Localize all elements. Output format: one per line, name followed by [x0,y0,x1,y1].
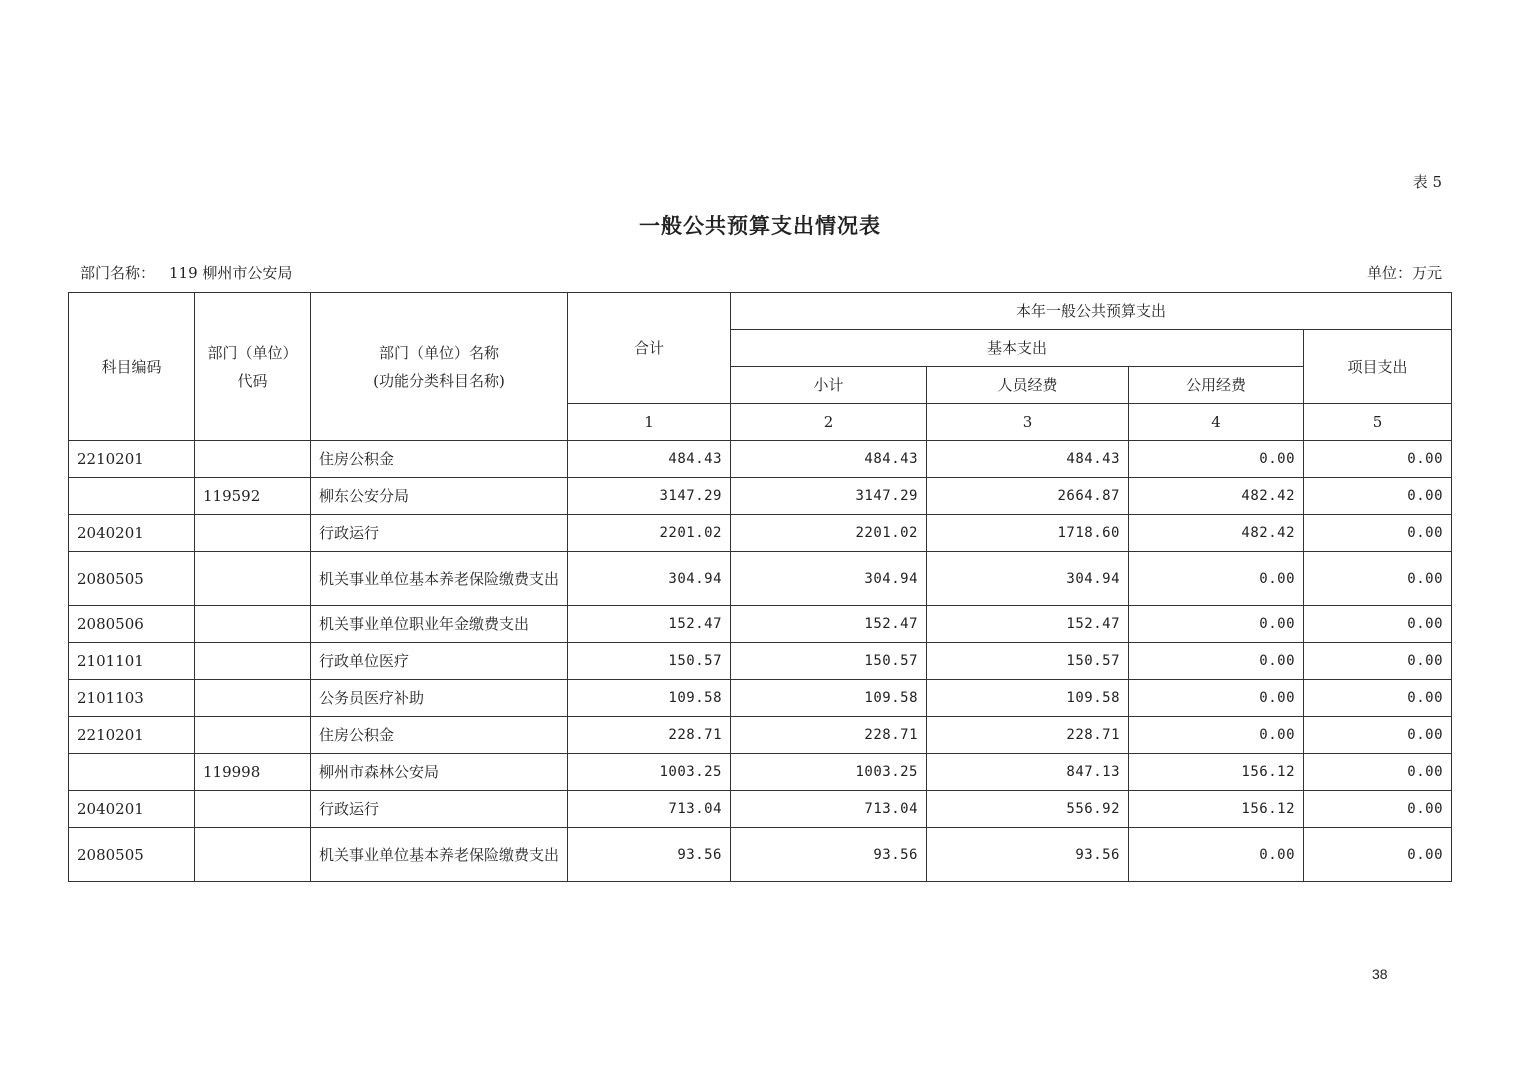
header-dept-name [311,293,568,441]
dept-code-cell: 119998 [195,754,311,791]
total-cell: 109.58 [568,680,731,717]
header-current-year: 本年一般公共预算支出 [731,293,1452,330]
personnel-cell: 152.47 [927,606,1129,643]
dept-name-cell: 公务员医疗补助 [311,680,568,717]
total-cell: 1003.25 [568,754,731,791]
header-dept-code [195,293,311,441]
personnel-cell: 847.13 [927,754,1129,791]
subtotal-cell: 484.43 [731,441,927,478]
project-cell: 0.00 [1304,552,1452,606]
dept-name-cell: 行政运行 [311,791,568,828]
table-row [69,441,1452,478]
dept-code-cell [195,791,311,828]
public-cell: 0.00 [1129,643,1304,680]
header-index-4: 4 [1129,404,1304,441]
total-cell: 152.47 [568,606,731,643]
public-cell: 0.00 [1129,552,1304,606]
header-index-3: 3 [927,404,1129,441]
dept-name-cell: 行政单位医疗 [311,643,568,680]
dept-name-cell: 住房公积金 [311,717,568,754]
total-cell: 150.57 [568,643,731,680]
project-cell: 0.00 [1304,754,1452,791]
header-project: 项目支出 [1304,330,1452,404]
table-row [69,828,1452,882]
project-cell: 0.00 [1304,791,1452,828]
personnel-cell: 109.58 [927,680,1129,717]
dept-code-cell [195,643,311,680]
header-dept-name-line2: (功能分类科目名称) [373,371,505,390]
header-total: 合计 [568,293,731,404]
subtotal-cell: 2201.02 [731,515,927,552]
table-row [69,643,1452,680]
subject-code-cell: 2210201 [69,717,195,754]
subject-code-cell: 2080505 [69,828,195,882]
dept-code-cell [195,552,311,606]
dept-code-cell [195,515,311,552]
header-subject-code: 科目编码 [69,293,195,441]
public-cell: 482.42 [1129,515,1304,552]
subtotal-cell: 3147.29 [731,478,927,515]
subtotal-cell: 150.57 [731,643,927,680]
public-cell: 156.12 [1129,754,1304,791]
dept-name-cell: 柳东公安分局 [311,478,568,515]
public-cell: 156.12 [1129,791,1304,828]
page-title: 一般公共预算支出情况表 [639,213,881,238]
subtotal-cell: 152.47 [731,606,927,643]
public-cell: 0.00 [1129,441,1304,478]
project-cell: 0.00 [1304,680,1452,717]
total-cell: 2201.02 [568,515,731,552]
project-cell: 0.00 [1304,828,1452,882]
subtotal-cell: 109.58 [731,680,927,717]
subject-code-cell [69,478,195,515]
header-subtotal: 小计 [731,367,927,404]
department-line [80,262,292,283]
header-dept-code-line2: 代码 [237,371,268,390]
public-cell: 0.00 [1129,680,1304,717]
personnel-cell: 228.71 [927,717,1129,754]
header-dept-name-line1: 部门（单位）名称 [378,343,499,362]
dept-code-cell: 119592 [195,478,311,515]
personnel-cell: 556.92 [927,791,1129,828]
table-header [69,293,1452,441]
header-dept-code-line1: 部门（单位） [207,343,298,362]
table-row [69,754,1452,791]
project-cell: 0.00 [1304,441,1452,478]
header-public: 公用经费 [1129,367,1304,404]
header-index-5: 5 [1304,404,1452,441]
table-number: 表 5 [1412,173,1442,191]
subject-code-cell: 2101103 [69,680,195,717]
subtotal-cell: 1003.25 [731,754,927,791]
total-cell: 713.04 [568,791,731,828]
project-cell: 0.00 [1304,606,1452,643]
department-value: 119 柳州市公安局 [169,264,293,282]
personnel-cell: 1718.60 [927,515,1129,552]
header-index-1: 1 [568,404,731,441]
total-cell: 93.56 [568,828,731,882]
subject-code-cell: 2040201 [69,791,195,828]
dept-code-cell [195,441,311,478]
table-row [69,606,1452,643]
page-number: 38 [1372,966,1388,982]
subtotal-cell: 713.04 [731,791,927,828]
dept-code-cell [195,717,311,754]
table-row [69,791,1452,828]
subtotal-cell: 93.56 [731,828,927,882]
table-row [69,680,1452,717]
table-body [69,441,1452,882]
subtotal-cell: 304.94 [731,552,927,606]
personnel-cell: 2664.87 [927,478,1129,515]
dept-name-cell: 住房公积金 [311,441,568,478]
table-row [69,478,1452,515]
personnel-cell: 150.57 [927,643,1129,680]
subject-code-cell: 2210201 [69,441,195,478]
unit-label: 单位：万元 [1366,264,1442,282]
subject-code-cell [69,754,195,791]
table-row [69,515,1452,552]
dept-name-cell: 机关事业单位职业年金缴费支出 [311,606,568,643]
total-cell: 3147.29 [568,478,731,515]
public-cell: 0.00 [1129,828,1304,882]
budget-table [68,292,1452,882]
personnel-cell: 93.56 [927,828,1129,882]
total-cell: 228.71 [568,717,731,754]
public-cell: 0.00 [1129,606,1304,643]
dept-code-cell [195,680,311,717]
subject-code-cell: 2101101 [69,643,195,680]
public-cell: 482.42 [1129,478,1304,515]
dept-name-cell: 行政运行 [311,515,568,552]
header-index-2: 2 [731,404,927,441]
total-cell: 304.94 [568,552,731,606]
subject-code-cell: 2080505 [69,552,195,606]
personnel-cell: 304.94 [927,552,1129,606]
department-label: 部门名称： [80,264,156,282]
project-cell: 0.00 [1304,717,1452,754]
dept-code-cell [195,828,311,882]
project-cell: 0.00 [1304,478,1452,515]
dept-name-cell: 机关事业单位基本养老保险缴费支出 [311,552,568,606]
dept-code-cell [195,606,311,643]
subtotal-cell: 228.71 [731,717,927,754]
total-cell: 484.43 [568,441,731,478]
dept-name-cell: 机关事业单位基本养老保险缴费支出 [311,828,568,882]
header-basic: 基本支出 [731,330,1304,367]
project-cell: 0.00 [1304,515,1452,552]
public-cell: 0.00 [1129,717,1304,754]
personnel-cell: 484.43 [927,441,1129,478]
dept-name-cell: 柳州市森林公安局 [311,754,568,791]
project-cell: 0.00 [1304,643,1452,680]
table-row [69,552,1452,606]
header-personnel: 人员经费 [927,367,1129,404]
subject-code-cell: 2040201 [69,515,195,552]
table-row [69,717,1452,754]
subject-code-cell: 2080506 [69,606,195,643]
